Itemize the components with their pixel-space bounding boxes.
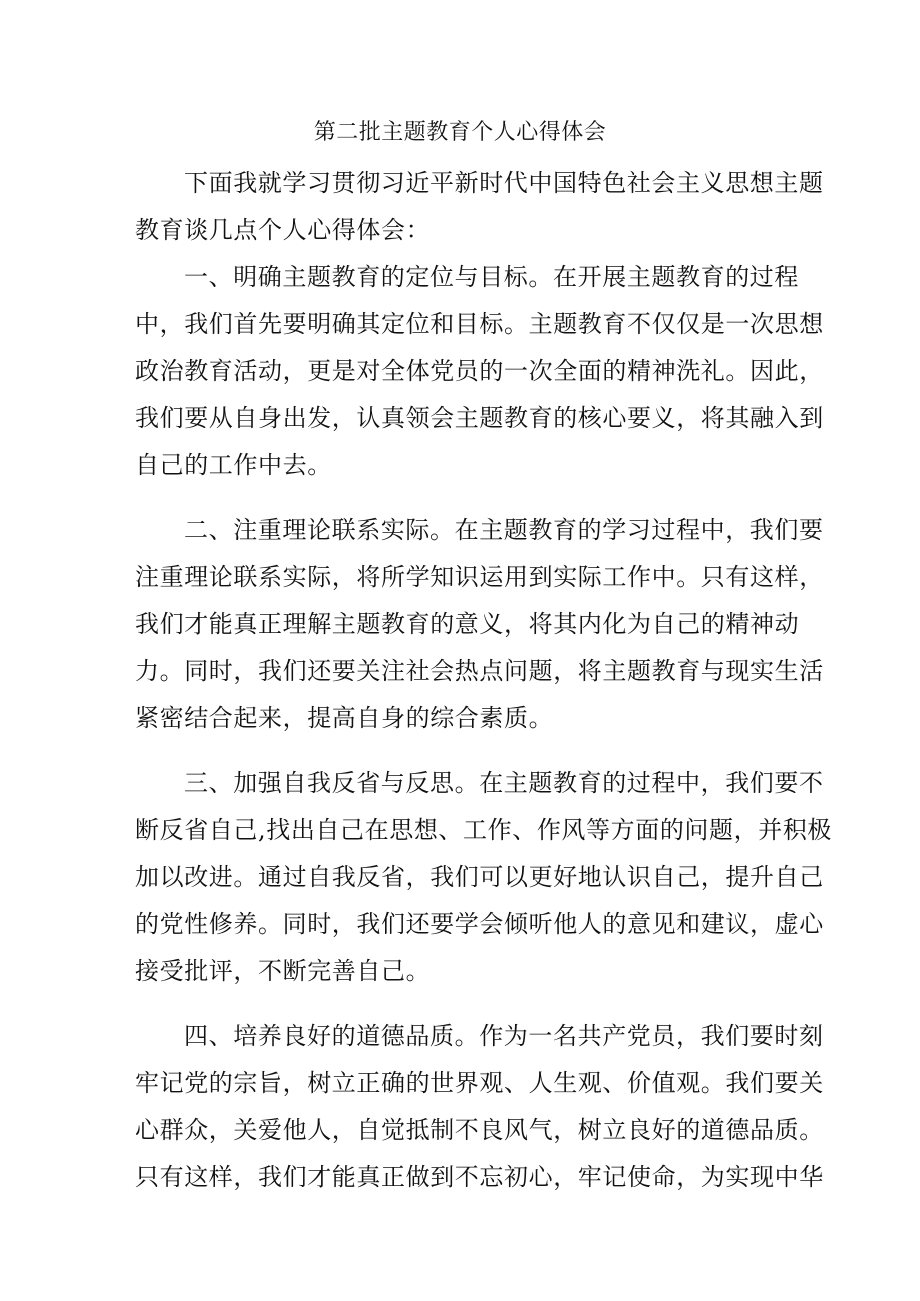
- paragraph-line: 注重理论联系实际，将所学知识运用到实际工作中。只有这样，: [135, 563, 824, 591]
- paragraph-line: 接受批评，不断完善自己。: [135, 957, 431, 985]
- paragraph-spacer: [135, 742, 790, 760]
- paragraph-line: 我们才能真正理解主题教育的意义，将其内化为自己的精神动: [135, 610, 800, 638]
- section-paragraph-1: [135, 254, 824, 489]
- paragraph-line: 只有这样，我们才能真正做到不忘初心，牢记使命，为实现中华: [135, 1163, 824, 1191]
- intro-line: 下面我就学习贯彻习近平新时代中国特色社会主义思想主题: [184, 169, 824, 197]
- section-paragraph-2: [135, 507, 824, 742]
- paragraph-line: 三、加强自我反省与反思。在主题教育的过程中，我们要不: [184, 769, 824, 797]
- paragraph-line: 我们要从自身出发，认真领会主题教育的核心要义，将其融入到: [135, 404, 824, 432]
- section-paragraph-4: [135, 1013, 824, 1201]
- paragraph-line: 断反省自己,找出自己在思想、工作、作风等方面的问题，并积极: [135, 816, 833, 844]
- paragraph-line: 中，我们首先要明确其定位和目标。主题教育不仅仅是一次思想: [135, 310, 824, 338]
- paragraph-line: 政治教育活动，更是对全体党员的一次全面的精神洗礼。因此，: [135, 357, 824, 385]
- paragraph-line: 自己的工作中去。: [135, 451, 332, 479]
- document-body: [135, 160, 833, 1201]
- paragraph-line: 紧密结合起来，提高自身的综合素质。: [135, 704, 554, 732]
- paragraph-line: 牢记党的宗旨，树立正确的世界观、人生观、价值观。我们要关: [135, 1069, 824, 1097]
- paragraph-line: 二、注重理论联系实际。在主题教育的学习过程中，我们要: [184, 516, 824, 544]
- intro-line: 教育谈几点个人心得体会：: [135, 216, 431, 244]
- paragraph-spacer: [135, 489, 790, 507]
- paragraph-line: 四、培养良好的道德品质。作为一名共产党员，我们要时刻: [184, 1022, 824, 1050]
- paragraph-line: 力。同时，我们还要关注社会热点问题，将主题教育与现实生活: [135, 657, 824, 685]
- section-paragraph-3: [135, 760, 833, 995]
- paragraph-spacer: [135, 995, 790, 1013]
- paragraph-line: 心群众，关爱他人，自觉抵制不良风气，树立良好的道德品质。: [135, 1116, 824, 1144]
- paragraph-line: 一、明确主题教育的定位与目标。在开展主题教育的过程: [184, 263, 799, 291]
- document-title: 第二批主题教育个人心得体会: [313, 120, 607, 145]
- paragraph-line: 加以改进。通过自我反省，我们可以更好地认识自己，提升自己: [135, 863, 824, 891]
- intro-paragraph: [135, 160, 824, 254]
- paragraph-line: 的党性修养。同时，我们还要学会倾听他人的意见和建议，虚心: [135, 910, 824, 938]
